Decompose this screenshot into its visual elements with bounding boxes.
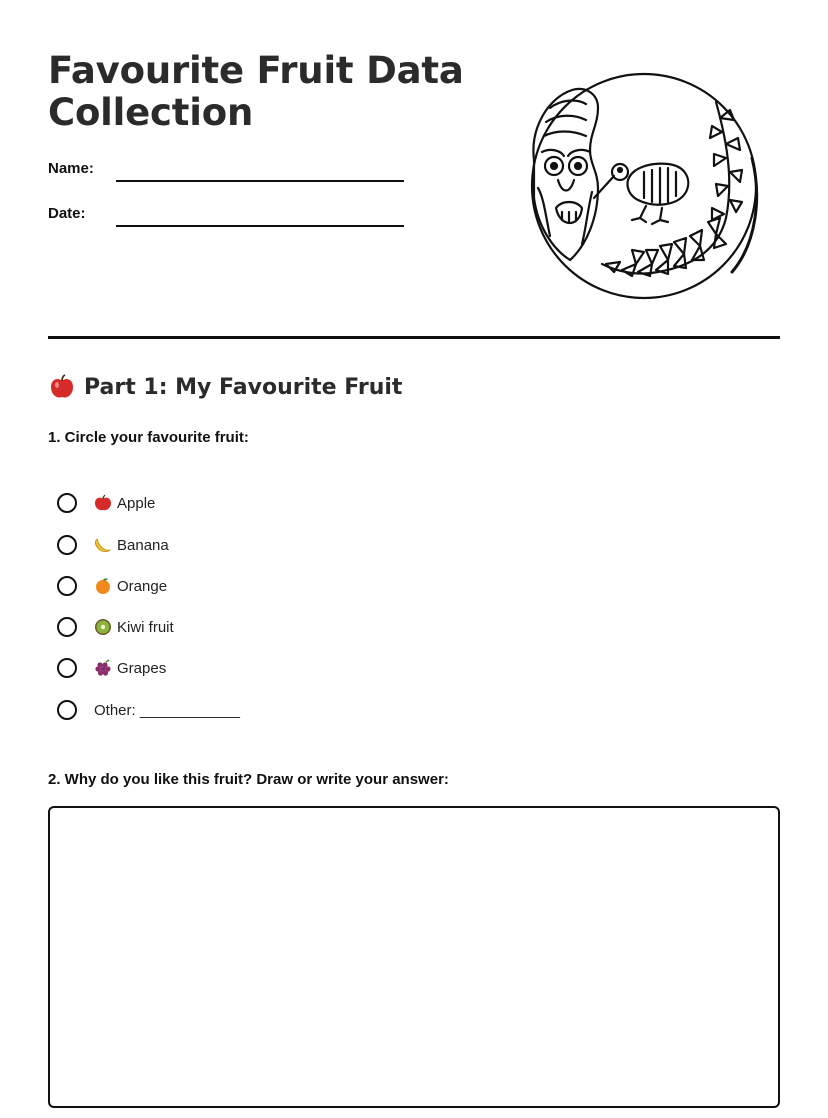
apple-icon [48, 373, 76, 401]
date-field[interactable] [116, 225, 404, 227]
option-orange-radio[interactable] [57, 576, 77, 596]
option-other-radio[interactable] [57, 700, 77, 720]
option-grapes-label: Grapes [117, 659, 167, 677]
option-orange[interactable] [57, 573, 167, 599]
option-apple-radio[interactable] [57, 493, 77, 513]
answer-drawing-area[interactable] [48, 806, 780, 1108]
option-banana-radio[interactable] [57, 535, 77, 555]
option-kiwi-label: Kiwi fruit [117, 618, 174, 636]
option-other-label: Other: ____________ [94, 701, 240, 719]
name-field[interactable] [116, 180, 404, 182]
banana-icon [94, 536, 112, 554]
kiwi-fern-tiki-emblem-icon [520, 68, 770, 300]
option-apple[interactable] [57, 490, 155, 516]
orange-icon [94, 577, 112, 595]
option-grapes[interactable] [57, 655, 166, 681]
option-grapes-radio[interactable] [57, 658, 77, 678]
option-kiwi-radio[interactable] [57, 617, 77, 637]
part1-heading [48, 373, 402, 401]
part1-heading-text: Part 1: My Favourite Fruit [84, 374, 403, 400]
question-2: 2. Why do you like this fruit? Draw or write your answer: [48, 771, 449, 788]
name-label: Name: [48, 160, 94, 177]
option-apple-label: Apple [117, 494, 156, 512]
page-title: Favourite Fruit Data Collection [48, 49, 464, 134]
question-1: 1. Circle your favourite fruit: [48, 429, 249, 446]
kiwi-fruit-icon [94, 618, 112, 636]
date-label: Date: [48, 205, 86, 222]
option-other[interactable] [57, 697, 240, 723]
section-divider [48, 336, 780, 339]
option-orange-label: Orange [117, 577, 168, 595]
option-kiwi[interactable] [57, 614, 174, 640]
option-banana-label: Banana [117, 536, 169, 554]
option-banana[interactable] [57, 532, 169, 558]
apple-icon [94, 494, 112, 512]
grapes-icon [94, 659, 112, 677]
